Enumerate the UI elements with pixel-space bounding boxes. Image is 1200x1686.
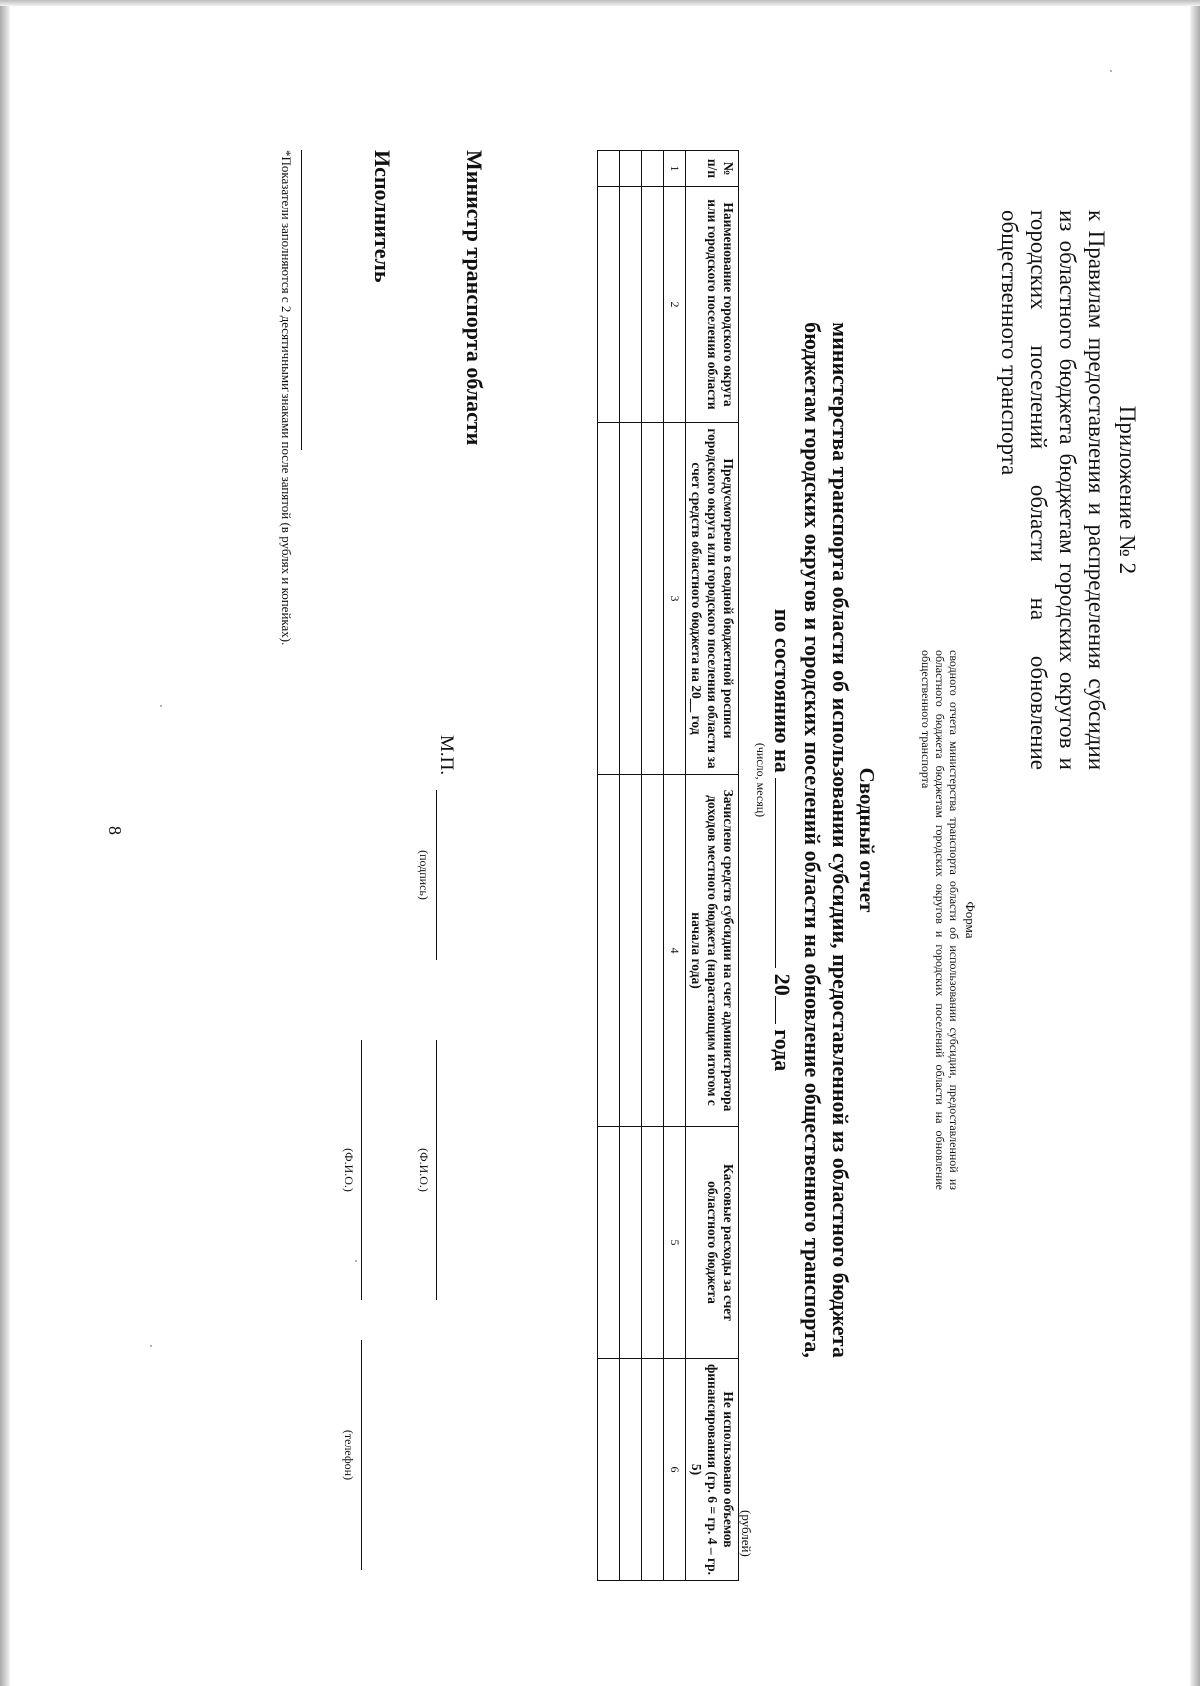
document-sheet — [52, 70, 1172, 1630]
table-row — [642, 151, 664, 1581]
date-caption: (число, месяц) — [754, 742, 768, 818]
table-row — [620, 151, 642, 1581]
report-title: Сводный отчет — [855, 767, 879, 913]
table-cell — [642, 775, 664, 1127]
executor-title: Исполнитель — [370, 150, 395, 283]
minister-title: Министр транспорта области — [462, 150, 487, 446]
report-line-2: бюджетам городских округов и городских поселений области на обновление общественного транспорта, — [800, 322, 825, 1358]
page-number: 8 — [105, 826, 125, 835]
header-name: Наименование городского округа или городского поселения области — [686, 187, 739, 423]
appendix-title: Приложение № 2 — [1115, 405, 1140, 575]
table-cell — [620, 187, 642, 423]
table-cell — [620, 151, 642, 187]
scan-border-right — [1190, 0, 1200, 1686]
form-block — [919, 650, 977, 1190]
phone-line — [361, 1340, 362, 1570]
header-credited: Зачислено средств субсидии на счет администратора доходов местного бюджета (нарастающим итогом с начала года) — [686, 775, 739, 1127]
report-heading — [753, 130, 880, 1550]
year-blank — [775, 996, 794, 1024]
report-date-prefix: по состоянию на — [770, 608, 795, 773]
header-number: № п/п — [686, 151, 739, 187]
report-line-1: министерства транспорта области об использовании субсидии, предоставленной из областного бюджета — [828, 322, 853, 1358]
minister-fio-caption: (Ф.И.О.) — [417, 1148, 431, 1192]
col-number-6: 6 — [664, 1359, 686, 1581]
table-cell — [598, 1127, 620, 1359]
header-unused: Не использовано объемов финансирования (гр. 6 = гр. 4 – гр. 5) — [686, 1359, 739, 1581]
seal-mark: М.П. — [436, 735, 457, 776]
col-number-2: 2 — [664, 187, 686, 423]
report-date-line — [768, 130, 796, 1550]
header-planned: Предусмотрено в сводной бюджетной росписи городского округа или городского поселения области за счет средств областного бюджета на 20__ год — [686, 423, 739, 775]
table-header-row — [686, 151, 739, 1581]
phone-caption: (телефон) — [342, 1429, 356, 1481]
report-table — [597, 150, 739, 1581]
table-cell — [642, 1359, 664, 1581]
col-number-4: 4 — [664, 775, 686, 1127]
table-cell — [598, 151, 620, 187]
scan-border-left — [0, 0, 10, 1686]
table-cell — [620, 1127, 642, 1359]
col-number-5: 5 — [664, 1127, 686, 1359]
signature-line — [436, 790, 437, 960]
footnote-rule — [301, 150, 302, 450]
table-row — [598, 151, 620, 1581]
report-date-suffix: года — [770, 1029, 795, 1072]
minister-fio-line — [436, 1040, 437, 1300]
unit-label: (рублей) — [739, 1510, 754, 1557]
table-cell — [598, 1359, 620, 1581]
table-cell — [620, 423, 642, 775]
header-cash-expenses: Кассовые расходы за счет областного бюджета — [686, 1127, 739, 1359]
table-cell — [598, 775, 620, 1127]
footnote: *Показатели заполняются с 2 десятичными знаками после запятой (в рублях и копейках). — [279, 150, 294, 646]
table-cell — [642, 187, 664, 423]
appendix-body: к Правилам предоставления и распределения субсидии из областного бюджета бюджетам городских округов и городских поселений области на обновление общественного транспорта — [997, 210, 1109, 770]
table-cell — [598, 423, 620, 775]
col-number-3: 3 — [664, 423, 686, 775]
executor-fio-caption: (Ф.И.О.) — [342, 1148, 356, 1192]
report-year-prefix: 20 — [770, 973, 795, 996]
table-cell — [598, 187, 620, 423]
table-cell — [620, 775, 642, 1127]
table-cell — [642, 1127, 664, 1359]
table-cell — [642, 423, 664, 775]
signature-caption: (подпись) — [417, 850, 431, 900]
table-cell — [620, 1359, 642, 1581]
date-blank — [775, 778, 794, 968]
executor-fio-line — [361, 1040, 362, 1300]
appendix-block — [995, 210, 1142, 770]
col-number-1: 1 — [664, 151, 686, 187]
scan-border-top — [0, 0, 1200, 6]
form-description: сводного отчета министерства транспорта области об использовании субсидии, предоставленной из областного бюджета бюджетам городских округов и городских поселений области на обновление общественного транспорта — [919, 650, 961, 1190]
table-cell — [642, 151, 664, 187]
form-label: Форма — [963, 901, 978, 939]
column-number-row — [664, 151, 686, 1581]
